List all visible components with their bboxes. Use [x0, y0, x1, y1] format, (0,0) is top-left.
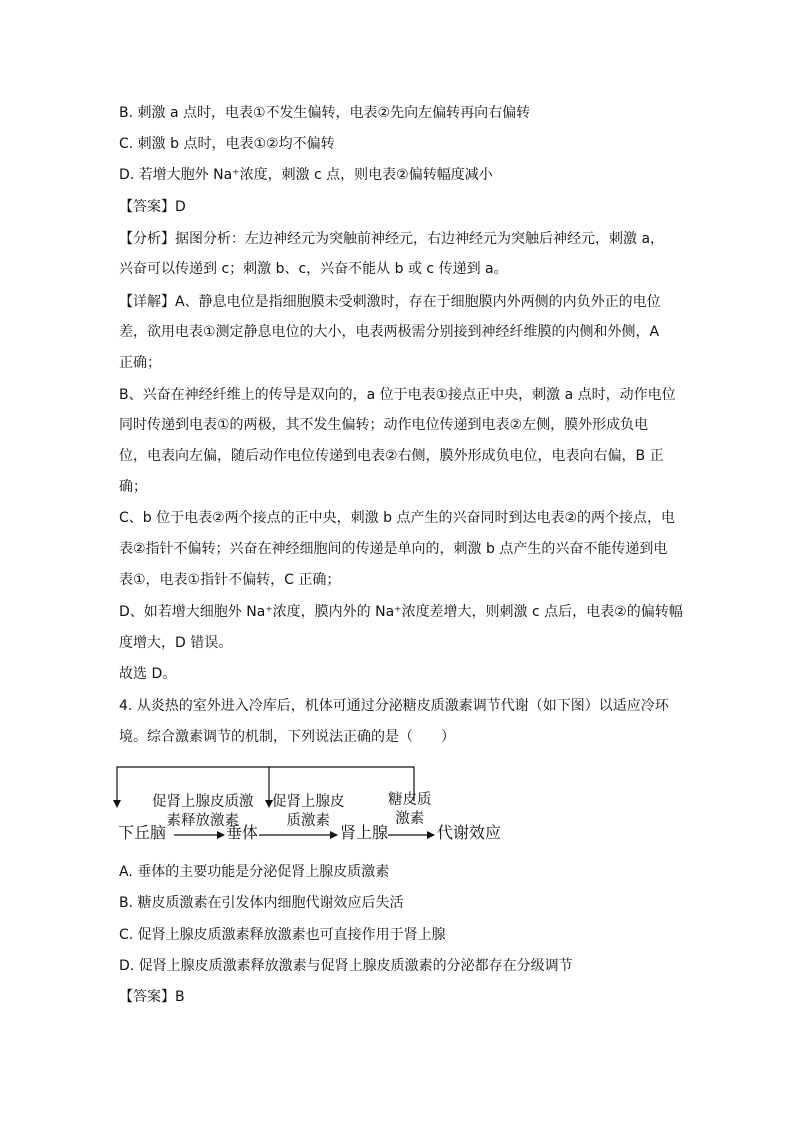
explanation-line: C、b 位于电表②两个接点的正中央，刺激 b 点产生的兴奋同时到达电表②的两个接点，电 [119, 510, 675, 526]
glucocorticoid-label [388, 791, 432, 829]
node-adrenal: 肾上腺 [340, 823, 389, 842]
acth-label [272, 793, 345, 831]
node-metabolic-effect: 代谢效应 [437, 823, 502, 842]
label-line: 素释放激素 [166, 813, 239, 829]
analysis-line: 兴奋可以传递到 c；刺激 b、c，兴奋不能从 b 或 c 传递到 a。 [119, 261, 508, 277]
node-hypothalamus: 下丘脑 [118, 823, 167, 842]
choice-b: B. 糖皮质激素在引发体内细胞代谢效应后失活 [119, 895, 404, 911]
explanation-line: 正确； [119, 355, 161, 371]
explanation-line: 确； [119, 479, 147, 495]
analysis-line: 【分析】据图分析：左边神经元为突触前神经元，右边神经元为突触后神经元，刺激 a， [119, 231, 665, 247]
option-c-text: C. 刺激 b 点时，电表①②均不偏转 [119, 136, 335, 152]
option-d-text: D. 若增大胞外 Na⁺浓度，刺激 c 点，则电表②偏转幅度减小 [119, 167, 493, 183]
choice-c: C. 促肾上腺皮质激素释放激素也可直接作用于肾上腺 [119, 927, 446, 943]
explanation-line: 位，电表向左偏，随后动作电位传递到电表②右侧，膜外形成负电位，电表向右偏，B 正 [119, 448, 664, 464]
hormone-regulation-diagram [112, 765, 532, 850]
label-line: 糖皮质 [388, 792, 432, 808]
explanation-line: 差，欲用电表①测定静息电位的大小，电表两极需分别接到神经纤维膜的内侧和外侧，A [119, 324, 660, 340]
label-line: 促肾上腺皮质激 [152, 794, 254, 810]
explanation-line: 同时传递到电表①的两极，其不发生偏转；动作电位传递到电表②左侧，膜外形成负电 [119, 417, 649, 433]
explanation-line: 【详解】A、静息电位是指细胞膜未受刺激时，存在于细胞膜内外两侧的内负外正的电位 [119, 294, 661, 310]
node-pituitary: 垂体 [226, 823, 259, 842]
question-stem: 境。综合激素调节的机制，下列说法正确的是（ ） [119, 729, 455, 745]
choice-a: A. 垂体的主要功能是分泌促肾上腺皮质激素 [119, 864, 390, 880]
conclusion-line: 故选 D。 [119, 666, 177, 682]
explanation-line: D、如若增大细胞外 Na⁺浓度，膜内外的 Na⁺浓度差增大，则刺激 c 点后，电表②的偏转幅 [119, 604, 683, 620]
label-line: 激素 [395, 811, 425, 827]
explanation-line: 度增大，D 错误。 [119, 635, 233, 651]
label-line: 质激素 [286, 813, 330, 829]
explanation-line: B、兴奋在神经纤维上的传导是双向的，a 位于电表①接点正中央，刺激 a 点时，动作电位 [119, 387, 676, 403]
answer-line: 【答案】B [119, 989, 185, 1005]
explanation-line: 表②指针不偏转；兴奋在神经细胞间的传递是单向的，刺激 b 点产生的兴奋不能传递到电 [119, 541, 668, 557]
choice-d: D. 促肾上腺皮质激素释放激素与促肾上腺皮质激素的分泌都存在分级调节 [119, 958, 573, 974]
explanation-line: 表①，电表①指针不偏转，C 正确； [119, 572, 341, 588]
question-stem: 4. 从炎热的室外进入冷库后，机体可通过分泌糖皮质激素调节代谢（如下图）以适应冷环 [119, 698, 669, 714]
answer-line: 【答案】D [119, 199, 186, 215]
option-b-text: B. 刺激 a 点时，电表①不发生偏转，电表②先向左偏转再向右偏转 [119, 105, 531, 121]
label-line: 促肾上腺皮 [272, 794, 345, 810]
